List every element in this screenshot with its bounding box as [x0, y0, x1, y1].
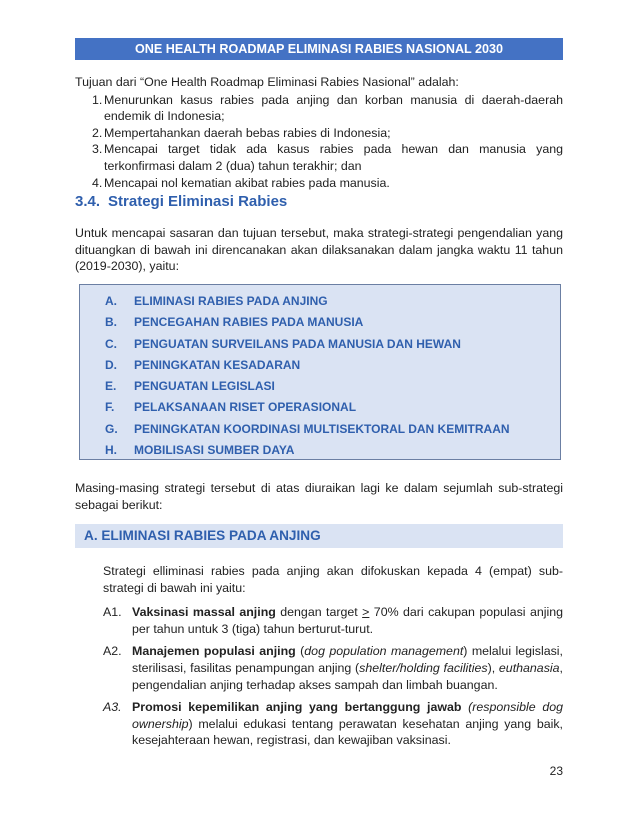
section-number: 3.4. [75, 193, 101, 210]
document-header-title: ONE HEALTH ROADMAP ELIMINASI RABIES NASIONAL 2030 [134, 42, 504, 56]
document-header-banner [75, 38, 563, 60]
goal-item: 2. Mempertahankan daerah bebas rabies di Indonesia; [92, 125, 391, 140]
goals-block [75, 74, 563, 191]
substrategy-list [103, 604, 563, 749]
subsection-header [75, 524, 563, 548]
strategy-list-box [79, 284, 561, 460]
substrategy-item: A1. Vaksinasi massal anjing dengan target > 70% dari cakupan populasi anjing per tahun untuk 3 (tiga) tahun berturut-turut. [103, 605, 564, 636]
goals-lead: Tujuan dari “One Health Roadmap Eliminasi Rabies Nasional” adalah: [75, 75, 459, 89]
subsection-intro: Strategi elliminasi rabies pada anjing akan difokuskan kepada 4 (empat) sub-strategi di bawah ini yaitu: [103, 564, 563, 595]
strategy-item: F. PELAKSANAAN RISET OPERASIONAL [105, 400, 357, 415]
goal-item: 3. Mencapai target tidak ada kasus rabies pada hewan dan manusia yang terkonfirmasi dalam 2 (dua) tahun terakhir; dan [92, 142, 563, 173]
strategy-item: H. MOBILISASI SUMBER DAYA [105, 443, 295, 458]
strategy-item: C. PENGUATAN SURVEILANS PADA MANUSIA DAN HEWAN [105, 336, 461, 351]
subsection-body [103, 563, 563, 755]
substrategy-item: A3. Promosi kepemilikan anjing yang bertanggung jawab (responsible dog ownership) melalui edukasi tentang perawatan kesehatan anjing yang baik, kesejahteraan hewan, registrasi, dan kewajiban vaksinasi. [103, 700, 563, 748]
substrategy-intro: Masing-masing strategi tersebut di atas diuraikan lagi ke dalam sejumlah sub-strategi sebagai berikut: [75, 481, 563, 512]
page-number: 23 [549, 764, 563, 778]
strategy-item: A. ELIMINASI RABIES PADA ANJING [105, 294, 328, 308]
substrategy-item: A2. Manajemen populasi anjing (dog population management) melalui legislasi, sterilisasi, fasilitas penampungan anjing (shelter/holding facilities), euthanasia, pengendalian anjing terhadap akses sampah dan limbah buangan. [103, 644, 563, 692]
strategy-list [80, 285, 560, 461]
section-paragraph: Untuk mencapai sasaran dan tujuan tersebut, maka strategi-strategi pengendalian yang dituangkan di bawah ini direncanakan akan dilaksanakan dalam jangka waktu 11 tahun (2019-2030), yaitu: [75, 226, 563, 274]
strategy-item: D. PENINGKATAN KESADARAN [105, 357, 301, 372]
strategy-item: G. PENINGKATAN KOORDINASI MULTISEKTORAL DAN KEMITRAAN [105, 421, 510, 436]
strategy-item: B. PENCEGAHAN RABIES PADA MANUSIA [105, 315, 364, 330]
goal-item: 4. Mencapai nol kematian akibat rabies pada manusia. [92, 175, 390, 190]
strategy-item: E. PENGUATAN LEGISLASI [105, 379, 275, 394]
subsection-title: A. ELIMINASI RABIES PADA ANJING [84, 528, 321, 543]
section-heading [75, 194, 287, 211]
section-title: Strategi Eliminasi Rabies [108, 193, 288, 210]
goal-item: 1. Menurunkan kasus rabies pada anjing dan korban manusia di daerah-daerah endemik di Indonesia; [92, 92, 563, 124]
goals-list [75, 92, 563, 192]
